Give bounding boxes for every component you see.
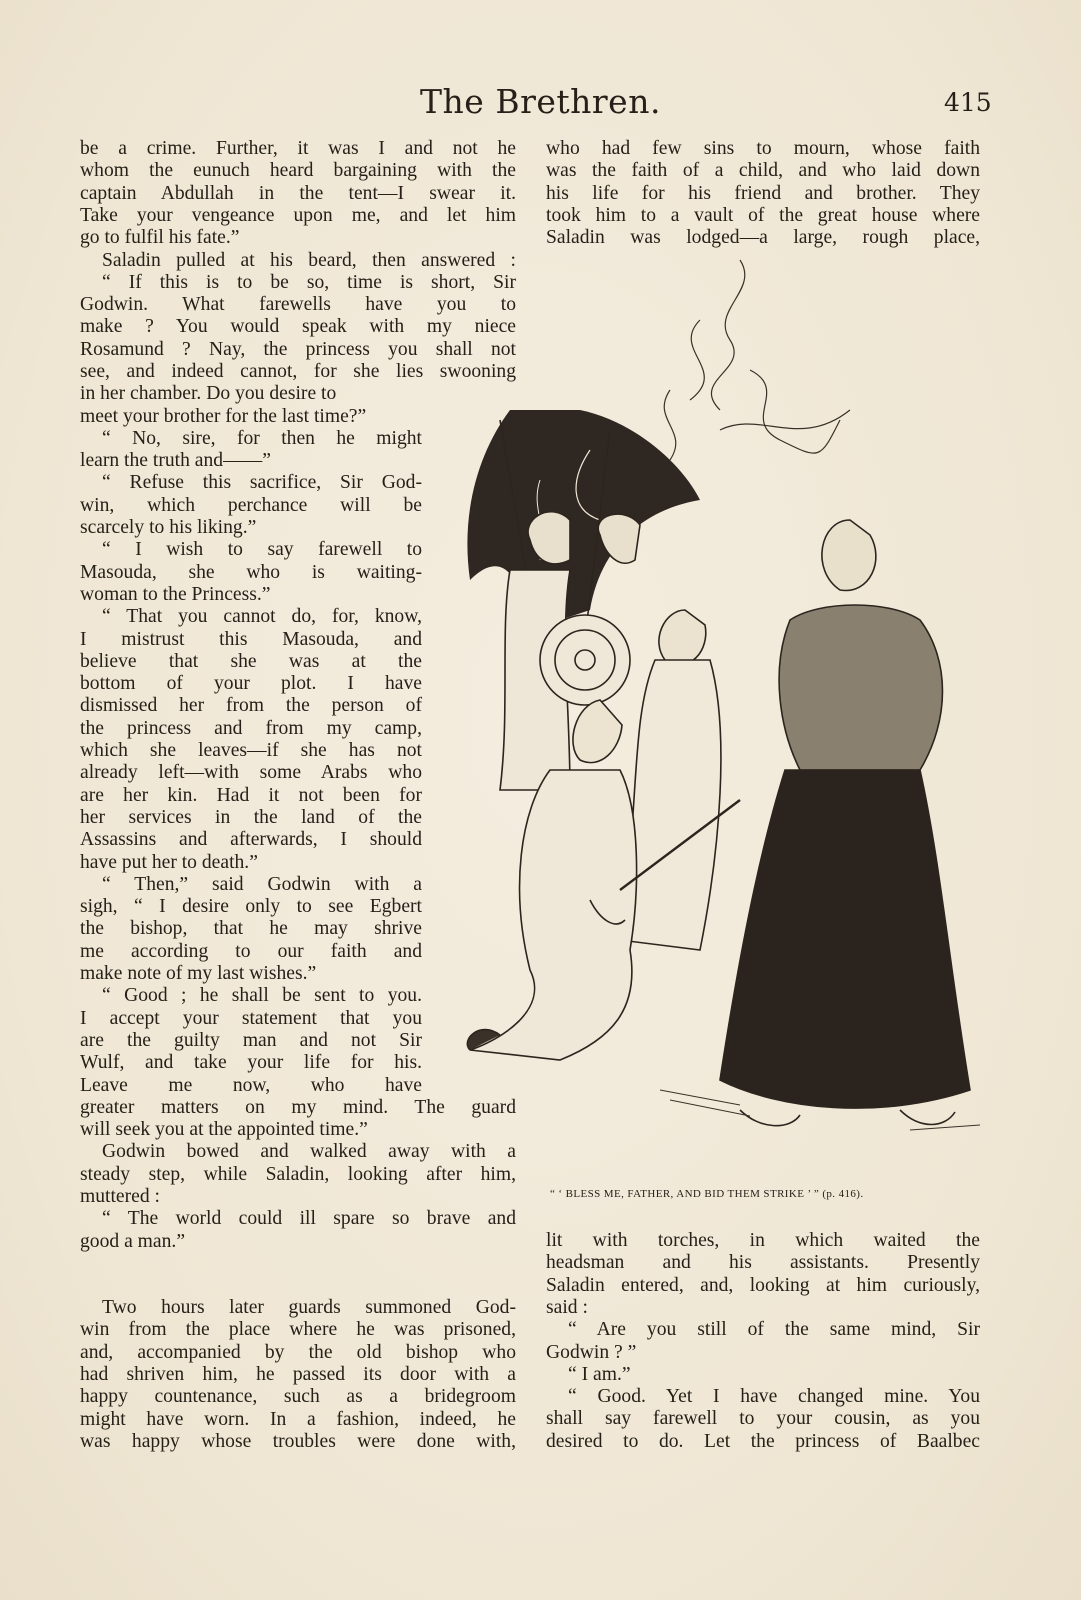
text-line: whom the eunuch heard bargaining with the <box>80 160 516 182</box>
text-line: I accept your statement that you <box>80 1007 422 1029</box>
text-line: steady step, while Saladin, looking after him, <box>80 1163 516 1185</box>
text-line: Masouda, she who is waiting- <box>80 561 422 583</box>
text-line: had shriven him, he passed its door with a <box>80 1363 516 1385</box>
text-line: “ Refuse this sacrifice, Sir God- <box>102 472 422 494</box>
text-line: captain Abdullah in the tent—I swear it. <box>80 182 516 204</box>
text-line: lit with torches, in which waited the <box>546 1230 980 1251</box>
text-line: “ That you cannot do, for, know, <box>102 606 422 628</box>
text-line: Godwin bowed and walked away with a <box>102 1141 516 1163</box>
text-line: are the guilty man and not Sir <box>80 1029 422 1051</box>
text-line: was happy whose troubles were done with, <box>80 1430 516 1452</box>
text-line: learn the truth and——” <box>80 450 271 472</box>
text-line: Godwin. What farewells have you to <box>80 294 516 316</box>
text-line: muttered : <box>80 1186 160 1208</box>
text-line: happy countenance, such as a bridegroom <box>80 1386 516 1408</box>
text-line: Take your vengeance upon me, and let him <box>80 204 516 226</box>
text-line: go to fulfil his fate.” <box>80 227 240 249</box>
dark-background-foliage <box>467 410 700 630</box>
text-line: might have worn. In a fashion, indeed, he <box>80 1408 516 1430</box>
text-line: woman to the Princess.” <box>80 583 271 605</box>
text-line: win from the place where he was prisoned, <box>80 1319 516 1341</box>
text-line: “ Good. Yet I have changed mine. You <box>568 1386 980 1408</box>
text-line: Saladin entered, and, looking at him curiously, <box>546 1274 980 1296</box>
illustration-caption: “ ‘ BLESS ME, FATHER, AND BID THEM STRIKE ’ ” (p. 416). <box>550 1188 864 1200</box>
text-line: make ? You would speak with my niece <box>80 316 516 338</box>
text-line: “ Are you still of the same mind, Sir <box>568 1319 980 1341</box>
text-line: be a crime. Further, it was I and not he <box>80 138 516 159</box>
text-line: Rosamund ? Nay, the princess you shall not <box>80 338 516 360</box>
text-line: already left—with some Arabs who <box>80 762 422 784</box>
text-line: sigh, “ I desire only to see Egbert <box>80 896 422 918</box>
text-line: took him to a vault of the great house where <box>546 204 980 226</box>
text-line: in her chamber. Do you desire to <box>80 383 337 405</box>
text-line: Assassins and afterwards, I should <box>80 829 422 851</box>
text-line: “ No, sire, for then he might <box>102 427 422 449</box>
text-line: her services in the land of the <box>80 806 422 828</box>
text-line: who had few sins to mourn, whose faith <box>546 138 980 159</box>
text-line: will seek you at the appointed time.” <box>80 1119 368 1141</box>
text-line: and, accompanied by the old bishop who <box>80 1341 516 1363</box>
text-line: was the faith of a child, and who laid down <box>546 160 980 182</box>
text-line: Wulf, and take your life for his. <box>80 1052 422 1074</box>
text-line: “ I wish to say farewell to <box>102 539 422 561</box>
text-line: meet your brother for the last time?” <box>80 405 367 427</box>
text-line: Two hours later guards summoned God- <box>102 1297 516 1318</box>
text-line: which she leaves—if she has not <box>80 740 422 762</box>
text-line: desired to do. Let the princess of Baalbec <box>546 1430 980 1452</box>
text-line: good a man.” <box>80 1230 186 1252</box>
text-line: Saladin pulled at his beard, then answered : <box>102 249 516 271</box>
execution-scene-illustration <box>440 250 1000 1170</box>
text-line: see, and indeed cannot, for she lies swooning <box>80 361 516 382</box>
text-line: headsman and his assistants. Presently <box>546 1252 980 1274</box>
text-line: said : <box>546 1296 588 1318</box>
text-line: have put her to death.” <box>80 851 258 873</box>
text-line: win, which perchance will be <box>80 494 422 516</box>
text-line: are her kin. Had it not been for <box>80 784 422 806</box>
text-line: his life for his friend and brother. They <box>546 182 980 204</box>
text-line: shall say farewell to your cousin, as you <box>546 1408 980 1430</box>
text-line: dismissed her from the person of <box>80 695 422 717</box>
text-line: “ Good ; he shall be sent to you. <box>102 985 422 1007</box>
text-line: me according to our faith and <box>80 940 422 962</box>
page-number: 415 <box>944 88 992 117</box>
text-line: bottom of your plot. I have <box>80 673 422 695</box>
text-line: greater matters on my mind. The guard <box>80 1096 516 1118</box>
text-line: Leave me now, who have <box>80 1074 422 1096</box>
text-line: believe that she was at the <box>80 650 422 672</box>
text-line: the bishop, that he may shrive <box>80 918 422 940</box>
text-line: “ I am.” <box>568 1363 631 1385</box>
text-line: “ If this is to be so, time is short, Sir <box>102 271 516 293</box>
text-line: scarcely to his liking.” <box>80 517 257 539</box>
running-title: The Brethren. <box>420 82 661 121</box>
text-line: “ The world could ill spare so brave and <box>102 1208 516 1230</box>
text-line: Godwin ? ” <box>546 1341 637 1363</box>
text-line: I mistrust this Masouda, and <box>80 628 422 650</box>
text-line: make note of my last wishes.” <box>80 963 317 985</box>
text-line: Saladin was lodged—a large, rough place, <box>546 227 980 249</box>
text-line: the princess and from my camp, <box>80 717 422 739</box>
text-line: “ Then,” said Godwin with a <box>102 873 422 895</box>
smoke-wisps <box>664 260 850 460</box>
